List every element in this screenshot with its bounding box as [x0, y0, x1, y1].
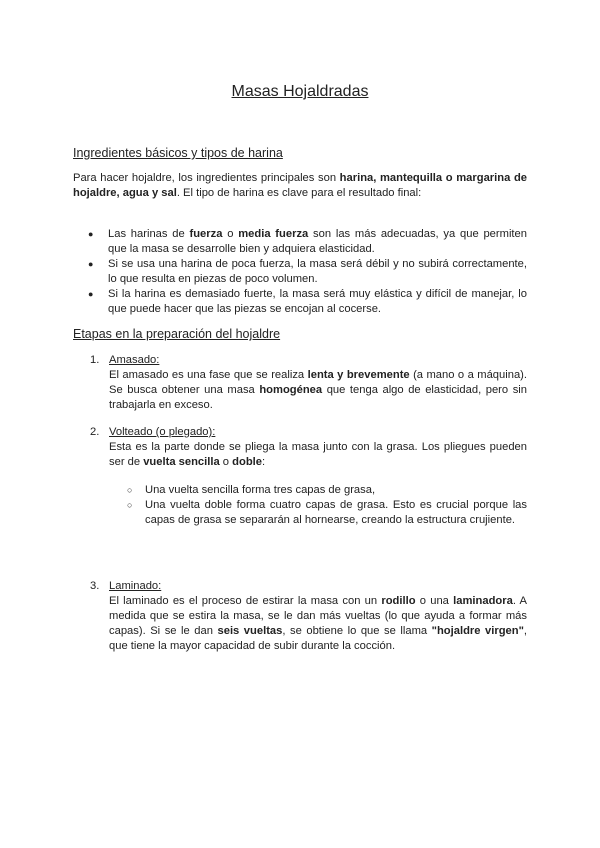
step-number: 1. [90, 354, 100, 366]
step-body [109, 368, 527, 413]
text: Las harinas de [108, 228, 190, 240]
step-body [109, 594, 527, 654]
text: que tenga algo de elasticidad, pero sin trabajarla en exceso. [109, 384, 527, 411]
flour-bullet-list [73, 227, 527, 317]
page-title: Masas Hojaldradas [231, 83, 369, 100]
text: o una [415, 595, 454, 607]
fold-sub-list [127, 483, 527, 528]
text: El laminado es el proceso de estirar la masa con un [109, 595, 382, 607]
list-item [127, 498, 527, 528]
bold-text: doble [232, 456, 262, 468]
text: : [262, 456, 266, 468]
bold-text: homogénea [259, 384, 323, 396]
text: . A medida que se estira la masa, se le dan más vueltas (lo que ayuda a formar más capas). Si se le dan [109, 595, 528, 637]
step-number: 2. [90, 426, 100, 438]
circle-bullet-icon: ○ [127, 485, 133, 495]
section-heading-stages: Etapas en la preparación del hojaldre [73, 327, 281, 341]
bold-text: harina, mantequilla o margarina de hojaldre, agua y sal [73, 172, 527, 199]
text: o [219, 456, 233, 468]
text: (a mano o a máquina). Se busca obtener una masa [109, 369, 527, 396]
bold-text: fuerza [189, 228, 223, 240]
list-item [73, 227, 527, 257]
step-heading: Laminado: [109, 580, 162, 592]
intro-paragraph [73, 171, 527, 201]
bold-text: rodillo [381, 595, 416, 607]
list-item [73, 287, 527, 317]
text: son las más adecuadas, ya que permiten que la masa se desarrolle bien y adquiera elasticidad. [108, 228, 527, 255]
bold-text: "hojaldre virgen" [431, 625, 524, 637]
bold-text: lenta y brevemente [307, 369, 410, 381]
text: El amasado es una fase que se realiza [109, 369, 308, 381]
text: , que tiene la mayor capacidad de subir durante la cocción. [109, 625, 527, 652]
list-item [127, 483, 527, 498]
bullet-icon: ● [88, 289, 94, 299]
bullet-icon: ● [88, 229, 94, 239]
step-heading: Volteado (o plegado): [109, 426, 216, 438]
text: , se obtiene lo que se llama [282, 625, 432, 637]
bold-text: seis vueltas [217, 625, 283, 637]
text: Una vuelta doble forma cuatro capas de grasa. Esto es crucial porque las capas de grasa se separarán al hornearse, creando la estructura crujiente. [145, 499, 527, 526]
bold-text: media fuerza [238, 228, 309, 240]
step-heading: Amasado: [109, 354, 160, 366]
circle-bullet-icon: ○ [127, 500, 133, 510]
text: Si la harina es demasiado fuerte, la masa será muy elástica y difícil de manejar, lo que puede hacer que las piezas se encojan al cocerse. [108, 288, 527, 315]
section-heading-ingredients: Ingredientes básicos y tipos de harina [73, 146, 283, 160]
bold-text: laminadora [453, 595, 513, 607]
text: Una vuelta sencilla forma tres capas de grasa, [145, 484, 376, 496]
step-number: 3. [90, 580, 100, 592]
text: o [222, 228, 239, 240]
text: . El tipo de harina es clave para el resultado final: [176, 187, 422, 199]
text: Para hacer hojaldre, los ingredientes principales son [73, 172, 340, 184]
bold-text: vuelta sencilla [143, 456, 220, 468]
text: Si se usa una harina de poca fuerza, la masa será débil y no subirá correctamente, lo que resulta en piezas de poco volumen. [108, 258, 527, 285]
step-body [109, 440, 527, 470]
bullet-icon: ● [88, 259, 94, 269]
list-item [73, 257, 527, 287]
text: Esta es la parte donde se pliega la masa junto con la grasa. Los pliegues pueden ser de [109, 441, 527, 468]
